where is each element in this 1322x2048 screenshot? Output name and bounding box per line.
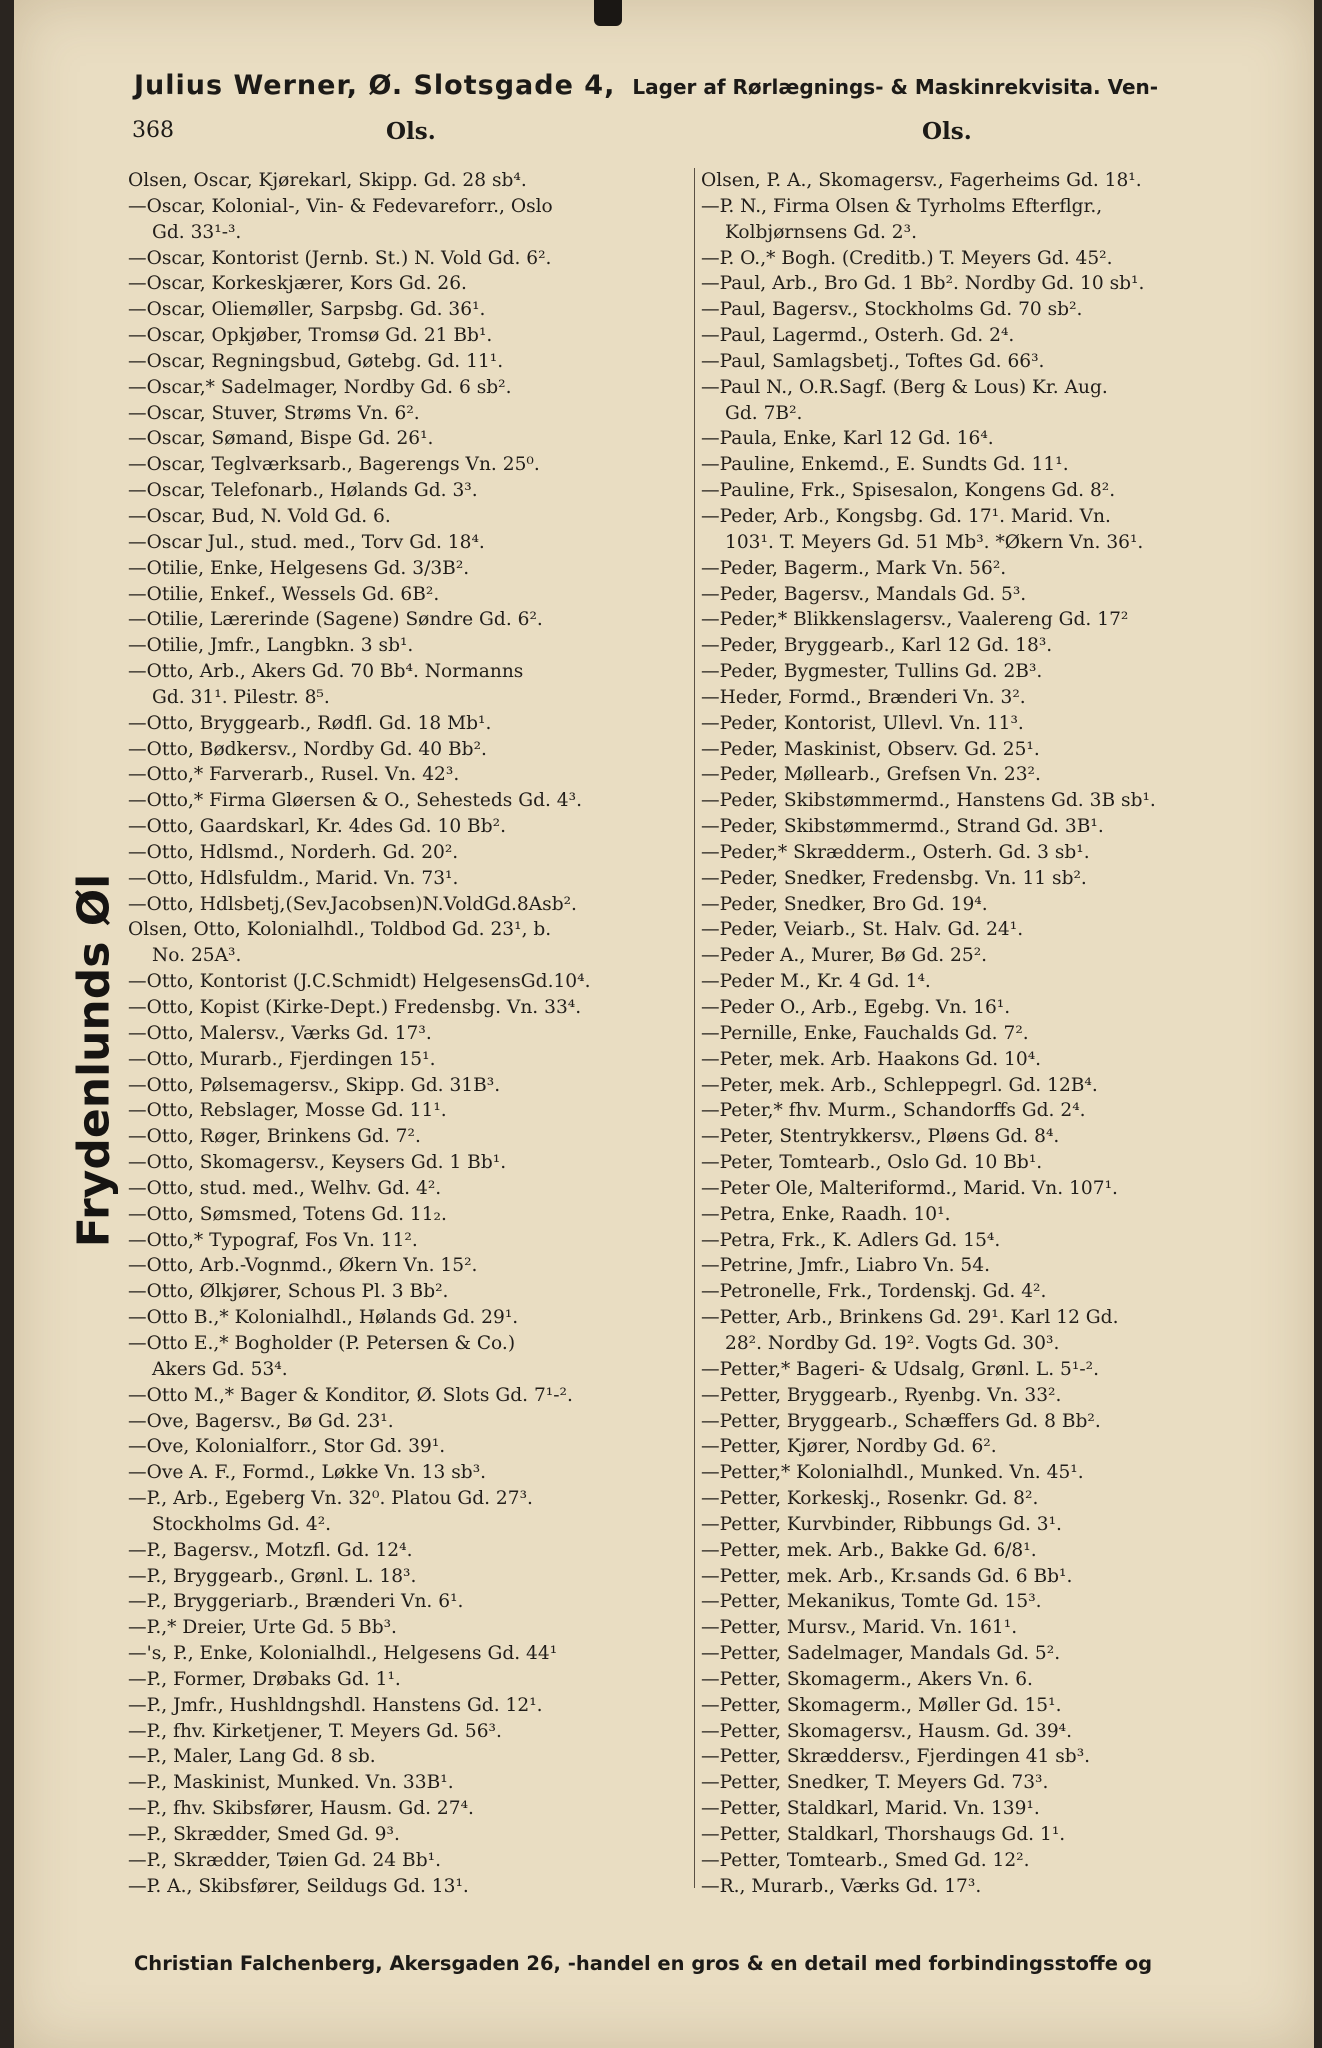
- directory-entry-line: —Petter, Bryggearb., Ryenbg. Vn. 33².: [701, 1384, 1062, 1406]
- directory-entry-line: —Oscar, Oliemøller, Sarpsbg. Gd. 36¹.: [128, 299, 486, 321]
- directory-entry-line: —Petra, Enke, Raadh. 10¹.: [701, 1203, 951, 1225]
- directory-entry-line: —Ove A. F., Formd., Løkke Vn. 13 sb³.: [128, 1462, 487, 1484]
- directory-entry-line: —Petter,* Kolonialhdl., Munked. Vn. 45¹.: [701, 1462, 1084, 1484]
- directory-entry-line: —Peter, mek. Arb., Schleppegrl. Gd. 12B⁴.: [701, 1074, 1098, 1096]
- directory-entry-line: 103¹. T. Meyers Gd. 51 Mb³. *Økern Vn. 36¹.: [725, 531, 1144, 553]
- directory-entry-line: —Petter, Skomagerm., Møller Gd. 15¹.: [701, 1694, 1062, 1716]
- directory-entry-line: Akers Gd. 53⁴.: [152, 1358, 288, 1380]
- directory-entry-line: —Paul, Lagermd., Osterh. Gd. 2⁴.: [701, 325, 1015, 347]
- directory-entry-line: —Petra, Frk., K. Adlers Gd. 15⁴.: [701, 1229, 1001, 1251]
- side-advertisement: [68, 870, 120, 1250]
- directory-entry-line: —Peder, Bagerm., Mark Vn. 56².: [701, 557, 1007, 579]
- right-column-heading: Ols.: [922, 118, 972, 145]
- directory-entry-line: —Otilie, Jmfr., Langbkn. 3 sb¹.: [128, 635, 414, 657]
- directory-entry-line: —Peder, Bygmester, Tullins Gd. 2B³.: [701, 661, 1043, 683]
- directory-entry-line: —P., Arb., Egeberg Vn. 32⁰. Platou Gd. 27³.: [128, 1488, 533, 1510]
- directory-entry-line: —Peder, Skibstømmermd., Strand Gd. 3B¹.: [701, 816, 1104, 838]
- directory-entry-line: —P., Skrædder, Tøien Gd. 24 Bb¹.: [128, 1849, 441, 1871]
- directory-entry-line: —Peder, Bagersv., Mandals Gd. 5³.: [701, 583, 1027, 605]
- directory-entry-line: —Petter, Skomagerm., Akers Vn. 6.: [701, 1668, 1033, 1690]
- directory-entry-line: —P. O.,* Bogh. (Creditb.) T. Meyers Gd. 45².: [701, 247, 1113, 269]
- directory-entry-line: —Otto, Murarb., Fjerdingen 15¹.: [128, 1048, 436, 1070]
- directory-entry-line: —Paul, Samlagsbetj., Toftes Gd. 66³.: [701, 350, 1045, 372]
- directory-entry-line: —P., Skrædder, Smed Gd. 9³.: [128, 1824, 400, 1845]
- directory-entry-line: —Ove, Kolonialforr., Stor Gd. 39¹.: [128, 1436, 446, 1458]
- directory-entry-line: Olsen, P. A., Skomagersv., Fagerheims Gd. 18¹.: [701, 170, 1142, 191]
- directory-entry-line: —Paul, Bagersv., Stockholms Gd. 70 sb².: [701, 299, 1083, 321]
- directory-entry-line: —Petter, mek. Arb., Kr.sands Gd. 6 Bb¹.: [701, 1565, 1073, 1587]
- directory-entry-line: —Petter, Mursv., Marid. Vn. 161¹.: [701, 1617, 1018, 1639]
- bottom-advertisement: Christian Falchenberg, Akersgaden 26, -handel en gros & en detail med forbindingsstoffe og: [134, 1952, 1153, 1975]
- directory-entry-line: —Peder, Skibstømmermd., Hanstens Gd. 3B sb¹.: [701, 790, 1156, 812]
- directory-entry-line: —Pernille, Enke, Fauchalds Gd. 7².: [701, 1022, 1029, 1044]
- directory-entry-line: —Peter Ole, Malteriformd., Marid. Vn. 107¹.: [701, 1177, 1118, 1199]
- top-ad-text: Lager af Rørlægnings- & Maskinrekvisita. Ven-: [632, 75, 1159, 99]
- directory-entry-line: —P., Jmfr., Hushldngshdl. Hanstens Gd. 12¹.: [128, 1694, 543, 1716]
- directory-entry-line: —Otto, Kontorist (J.C.Schmidt) HelgesensGd.10⁴.: [128, 971, 591, 993]
- directory-entry-line: —Petter, Arb., Brinkens Gd. 29¹. Karl 12 Gd.: [701, 1307, 1119, 1329]
- directory-entry-line: Olsen, Otto, Kolonialhdl., Toldbod Gd. 23¹, b.: [128, 919, 552, 941]
- directory-entry-line: —Peder A., Murer, Bø Gd. 25².: [701, 945, 988, 967]
- directory-entry-line: —Otto, Skomagersv., Keysers Gd. 1 Bb¹.: [128, 1152, 507, 1174]
- directory-entry-line: No. 25A³.: [152, 945, 242, 967]
- directory-entry-line: —Otto, stud. med., Welhv. Gd. 4².: [128, 1177, 442, 1199]
- directory-entry-line: —Otto, Ølkjører, Schous Pl. 3 Bb².: [128, 1281, 449, 1303]
- directory-entry-line: —Otto, Sømsmed, Totens Gd. 11₂.: [128, 1203, 447, 1225]
- directory-entry-line: —Petter, Tomtearb., Smed Gd. 12².: [701, 1849, 1030, 1871]
- directory-entry-line: —P., Bagersv., Motzfl. Gd. 12⁴.: [128, 1539, 413, 1561]
- directory-entry-line: —Petter, Korkeskj., Rosenkr. Gd. 8².: [701, 1488, 1039, 1510]
- directory-entry-line: —Otto,* Typograf, Fos Vn. 11².: [128, 1229, 418, 1251]
- directory-entry-line: Stockholms Gd. 4².: [152, 1513, 332, 1535]
- directory-entry-line: —Peder, Kontorist, Ullevl. Vn. 11³.: [701, 712, 1024, 734]
- directory-entry-line: —Oscar, Kontorist (Jernb. St.) N. Vold Gd. 6².: [128, 247, 552, 269]
- directory-entry-line: —R., Murarb., Værks Gd. 17³.: [701, 1875, 982, 1897]
- directory-entry-line: —Otto, Arb.-Vognmd., Økern Vn. 15².: [128, 1255, 478, 1277]
- directory-entry-line: —Peder O., Arb., Egebg. Vn. 16¹.: [701, 997, 1011, 1018]
- directory-entry-line: —Peter, Tomtearb., Oslo Gd. 10 Bb¹.: [701, 1152, 1043, 1174]
- directory-entry-line: —Peder, Bryggearb., Karl 12 Gd. 18³.: [701, 635, 1053, 657]
- directory-entry-line: —Peder, Maskinist, Observ. Gd. 25¹.: [701, 738, 1040, 760]
- directory-entry-line: —Oscar, Korkeskjærer, Kors Gd. 26.: [128, 273, 467, 295]
- directory-entry-line: —Otto, Bødkersv., Nordby Gd. 40 Bb².: [128, 738, 487, 760]
- directory-entry-line: —Oscar Jul., stud. med., Torv Gd. 18⁴.: [128, 531, 485, 553]
- directory-entry-line: —Peter, mek. Arb. Haakons Gd. 10⁴.: [701, 1048, 1042, 1070]
- directory-entry-line: —Petronelle, Frk., Tordenskj. Gd. 4².: [701, 1281, 1047, 1303]
- top-advertisement: [134, 70, 1274, 110]
- directory-entry-line: —Petter, Bryggearb., Schæffers Gd. 8 Bb².: [701, 1410, 1101, 1432]
- directory-entry-line: —Oscar, Sømand, Bispe Gd. 26¹.: [128, 428, 434, 450]
- directory-entry-line: —Petter, Snedker, T. Meyers Gd. 73³.: [701, 1772, 1049, 1794]
- directory-entry-line: Gd. 33¹-³.: [152, 221, 242, 243]
- directory-entry-line: —P., Former, Drøbaks Gd. 1¹.: [128, 1668, 401, 1690]
- directory-entry-line: Olsen, Oscar, Kjørekarl, Skipp. Gd. 28 sb⁴.: [128, 170, 527, 191]
- directory-entry-line: —'s, P., Enke, Kolonialhdl., Helgesens Gd. 44¹: [128, 1643, 558, 1665]
- directory-entry-line: —Peder, Møllearb., Grefsen Vn. 23².: [701, 764, 1041, 786]
- directory-entry-line: —Otto, Pølsemagersv., Skipp. Gd. 31B³.: [128, 1074, 501, 1096]
- directory-entry-line: —Peder, Snedker, Bro Gd. 19⁴.: [701, 893, 988, 915]
- directory-entry-line: —Petter, Kjører, Nordby Gd. 6².: [701, 1436, 997, 1458]
- directory-entry-line: —Otto, Hdlsmd., Norderh. Gd. 20².: [128, 841, 459, 863]
- left-column: [128, 168, 698, 1897]
- directory-entry-line: —P., Maskinist, Munked. Vn. 33B¹.: [128, 1772, 454, 1794]
- directory-entry-line: —P.,* Dreier, Urte Gd. 5 Bb³.: [128, 1617, 397, 1639]
- directory-entry-line: —Otto, Rebslager, Mosse Gd. 11¹.: [128, 1100, 447, 1122]
- top-ad-name: Julius Werner, Ø. Slotsgade 4,: [134, 70, 616, 101]
- directory-entry-line: —Peder,* Blikkenslagersv., Vaalereng Gd. 17²: [701, 609, 1129, 631]
- directory-entry-line: —Paula, Enke, Karl 12 Gd. 16⁴.: [701, 428, 994, 450]
- directory-entry-line: —Petter, Skomagersv., Hausm. Gd. 39⁴.: [701, 1720, 1073, 1742]
- directory-entry-line: —P. A., Skibsfører, Seildugs Gd. 13¹.: [128, 1875, 469, 1897]
- directory-entry-line: —Oscar,* Sadelmager, Nordby Gd. 6 sb².: [128, 376, 512, 398]
- directory-entry-line: —Petter, Mekanikus, Tomte Gd. 15³.: [701, 1591, 1042, 1613]
- directory-entry-line: —Oscar, Kolonial-, Vin- & Fedevareforr., Oslo: [128, 195, 553, 217]
- left-column-heading: Ols.: [386, 118, 436, 145]
- directory-entry-line: —Peder, Veiarb., St. Halv. Gd. 24¹.: [701, 919, 1024, 941]
- directory-entry-line: —Otto M.,* Bager & Konditor, Ø. Slots Gd. 7¹-².: [128, 1384, 573, 1406]
- directory-entry-line: —P., Bryggearb., Grønl. L. 18³.: [128, 1565, 417, 1587]
- page-number: 368: [132, 118, 174, 143]
- directory-entry-line: —P. N., Firma Olsen & Tyrholms Efterflgr.,: [701, 195, 1103, 217]
- directory-entry-line: —P., Bryggeriarb., Brænderi Vn. 6¹.: [128, 1591, 464, 1613]
- directory-entry-line: —Peder, Arb., Kongsbg. Gd. 17¹. Marid. Vn.: [701, 505, 1111, 527]
- directory-entry-line: —Otto,* Farverarb., Rusel. Vn. 42³.: [128, 764, 460, 786]
- directory-entry-line: —Heder, Formd., Brænderi Vn. 3².: [701, 686, 1026, 708]
- side-ad-text: Frydenlunds Øl: [68, 873, 120, 1247]
- directory-entry-line: —P., fhv. Kirketjener, T. Meyers Gd. 56³.: [128, 1720, 502, 1742]
- directory-entry-line: Gd. 7B².: [725, 402, 803, 424]
- binding-tab: [594, 0, 622, 26]
- directory-page: [14, 0, 1314, 2048]
- directory-entry-line: —Peter,* fhv. Murm., Schandorffs Gd. 2⁴.: [701, 1100, 1086, 1122]
- right-column: [694, 168, 1271, 1897]
- directory-entry-line: —Otto, Kopist (Kirke-Dept.) Fredensbg. Vn. 33⁴.: [128, 997, 582, 1018]
- directory-entry-line: —Pauline, Enkemd., E. Sundts Gd. 11¹.: [701, 454, 1069, 476]
- directory-entry-line: —Peter, Stentrykkersv., Pløens Gd. 8⁴.: [701, 1126, 1060, 1148]
- directory-entry-line: Kolbjørnsens Gd. 2³.: [725, 221, 918, 243]
- directory-entry-line: —Peder M., Kr. 4 Gd. 1⁴.: [701, 971, 931, 993]
- directory-entry-line: —Otto, Bryggearb., Rødfl. Gd. 18 Mb¹.: [128, 712, 492, 734]
- directory-entry-line: —Petter, mek. Arb., Bakke Gd. 6/8¹.: [701, 1539, 1037, 1561]
- directory-entry-line: —Oscar, Teglværksarb., Bagerengs Vn. 25⁰.: [128, 454, 540, 476]
- directory-entry-line: —Otto, Hdlsfuldm., Marid. Vn. 73¹.: [128, 867, 459, 889]
- directory-entry-line: —Petter,* Bageri- & Udsalg, Grønl. L. 5¹-².: [701, 1358, 1099, 1380]
- directory-entry-line: —Peder,* Skrædderm., Osterh. Gd. 3 sb¹.: [701, 841, 1090, 863]
- directory-entry-line: —Oscar, Telefonarb., Hølands Gd. 3³.: [128, 480, 478, 502]
- directory-entry-line: —Peder, Snedker, Fredensbg. Vn. 11 sb².: [701, 867, 1087, 889]
- directory-entry-line: —P., Maler, Lang Gd. 8 sb.: [128, 1746, 376, 1768]
- directory-entry-line: —Otto, Hdlsbetj,(Sev.Jacobsen)N.VoldGd.8Asb².: [128, 893, 577, 915]
- directory-entry-line: —Otto, Malersv., Værks Gd. 17³.: [128, 1022, 432, 1044]
- directory-entry-line: —Petter, Sadelmager, Mandals Gd. 5².: [701, 1643, 1061, 1665]
- directory-entry-line: —Otto,* Firma Gløersen & O., Sehesteds Gd. 4³.: [128, 790, 582, 812]
- directory-entry-line: —Oscar, Opkjøber, Tromsø Gd. 21 Bb¹.: [128, 325, 493, 347]
- directory-entry-line: —Otilie, Enkef., Wessels Gd. 6B².: [128, 583, 440, 605]
- directory-entry-line: —Otto, Gaardskarl, Kr. 4des Gd. 10 Bb².: [128, 816, 506, 838]
- directory-entry-line: 28². Nordby Gd. 19². Vogts Gd. 30³.: [725, 1332, 1060, 1354]
- directory-entry-line: —P., fhv. Skibsfører, Hausm. Gd. 27⁴.: [128, 1798, 474, 1820]
- directory-entry-line: —Petter, Skræddersv., Fjerdingen 41 sb³.: [701, 1746, 1091, 1768]
- directory-entry-line: —Otto, Arb., Akers Gd. 70 Bb⁴. Normanns: [128, 661, 524, 683]
- directory-entry-line: —Paul, Arb., Bro Gd. 1 Bb². Nordby Gd. 10 sb¹.: [701, 273, 1145, 295]
- directory-entry-line: —Otto E.,* Bogholder (P. Petersen & Co.): [128, 1332, 516, 1354]
- directory-entry-line: —Petrine, Jmfr., Liabro Vn. 54.: [701, 1255, 990, 1277]
- directory-entry-line: —Otto, Røger, Brinkens Gd. 7².: [128, 1126, 421, 1148]
- directory-entry-line: —Ove, Bagersv., Bø Gd. 23¹.: [128, 1410, 394, 1432]
- directory-entry-line: —Oscar, Stuver, Strøms Vn. 6².: [128, 402, 420, 424]
- directory-entry-line: —Otilie, Lærerinde (Sagene) Søndre Gd. 6².: [128, 609, 543, 631]
- directory-entry-line: —Petter, Kurvbinder, Ribbungs Gd. 3¹.: [701, 1513, 1062, 1535]
- directory-entry-line: —Otilie, Enke, Helgesens Gd. 3/3B².: [128, 557, 470, 579]
- directory-entry-line: Gd. 31¹. Pilestr. 8⁵.: [152, 686, 330, 708]
- directory-entry-line: —Oscar, Regningsbud, Gøtebg. Gd. 11¹.: [128, 350, 504, 372]
- directory-entry-line: —Pauline, Frk., Spisesalon, Kongens Gd. 8².: [701, 480, 1116, 502]
- directory-entry-line: —Petter, Staldkarl, Thorshaugs Gd. 1¹.: [701, 1824, 1066, 1845]
- directory-entry-line: —Petter, Staldkarl, Marid. Vn. 139¹.: [701, 1798, 1040, 1820]
- directory-entry-line: —Otto B.,* Kolonialhdl., Hølands Gd. 29¹.: [128, 1307, 519, 1329]
- directory-entry-line: —Oscar, Bud, N. Vold Gd. 6.: [128, 505, 391, 527]
- directory-entry-line: —Paul N., O.R.Sagf. (Berg & Lous) Kr. Aug.: [701, 376, 1108, 398]
